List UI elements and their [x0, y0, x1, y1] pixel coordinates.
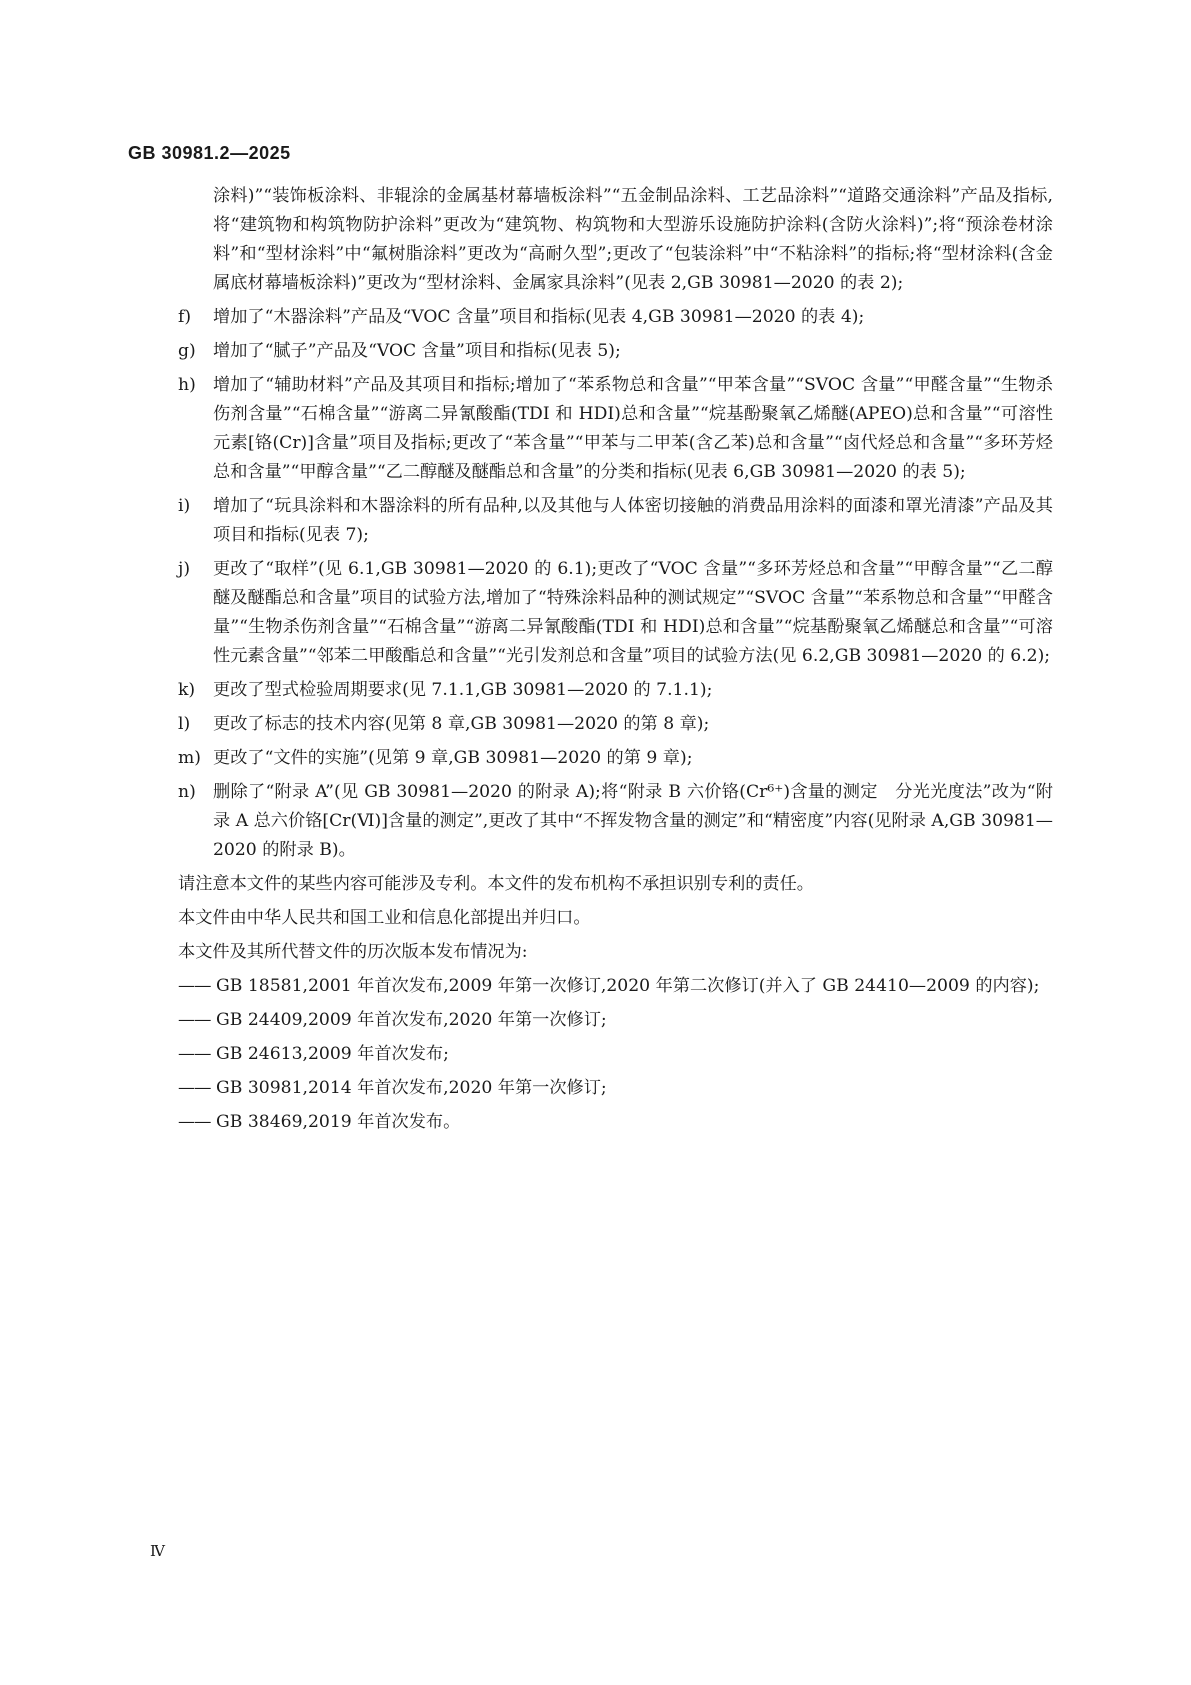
list-item-j [178, 555, 1053, 671]
history-item [178, 1040, 1053, 1069]
list-item-text: 增加了“辅助材料”产品及其项目和指标;增加了“苯系物总和含量”“甲苯含量”“SVOC 含量”“甲醛含量”“生物杀伤剂含量”“石棉含量”“游离二异氰酸酯(TDI 和 HDI)总和含量”“烷基酚聚氧乙烯醚(APEO)总和含量”“可溶性元素[铬(Cr)]含量”项目及指标;更改了“苯含量”“甲苯与二甲苯(含乙苯)总和含量”“卤代烃总和含量”“多环芳烃总和含量”“甲醇含量”“乙二醇醚及醚酯总和含量”的分类和指标(见表 6,GB 30981—2020 的表 5); [213, 375, 1053, 482]
list-item-e-continuation [178, 182, 1053, 298]
history-item-text: GB 24409,2009 年首次发布,2020 年第一次修订; [216, 1010, 607, 1030]
document-id-header: GB 30981.2—2025 [128, 143, 291, 163]
foreword-content [178, 182, 1053, 1142]
history-item [178, 1006, 1053, 1035]
list-marker: g) [178, 341, 196, 361]
list-marker: m) [178, 748, 202, 768]
list-item-i [178, 492, 1053, 550]
list-item-m [178, 744, 1053, 773]
list-item-text: 涂料)”“装饰板涂料、非辊涂的金属基材幕墙板涂料”“五金制品涂料、工艺品涂料”“道路交通涂料”产品及指标,将“建筑物和构筑物防护涂料”更改为“建筑物、构筑物和大型游乐设施防护涂料(含防火涂料)”;将“预涂卷材涂料”和“型材涂料”中“氟树脂涂料”更改为“高耐久型”;更改了“包装涂料”中“不粘涂料”的指标;将“型材涂料(含金属底材幕墙板涂料)”更改为“型材涂料、金属家具涂料”(见表 2,GB 30981—2020 的表 2); [213, 186, 1053, 293]
history-item-text: GB 24613,2009 年首次发布; [216, 1044, 449, 1064]
list-item-text: 删除了“附录 A”(见 GB 30981—2020 的附录 A);将“附录 B 六价铬(Cr⁶⁺)含量的测定 分光光度法”改为“附录 A 总六价铬[Cr(Ⅵ)]含量的测定”,更改了其中“不挥发物含量的测定”和“精密度”内容(见附录 A,GB 30981—2020 的附录 B)。 [213, 782, 1053, 860]
dash-marker: —— [178, 1112, 211, 1132]
dash-marker: —— [178, 1010, 211, 1030]
history-item [178, 1074, 1053, 1103]
list-item-n [178, 778, 1053, 865]
list-item-g [178, 337, 1053, 366]
list-marker: k) [178, 680, 196, 700]
list-marker: f) [178, 307, 192, 327]
list-marker: i) [178, 496, 191, 516]
list-item-text: 增加了“木器涂料”产品及“VOC 含量”项目和指标(见表 4,GB 30981—2020 的表 4); [213, 307, 865, 327]
page-number: Ⅳ [150, 1542, 165, 1560]
proposer-statement: 本文件由中华人民共和国工业和信息化部提出并归口。 [178, 908, 591, 928]
list-item-text: 更改了型式检验周期要求(见 7.1.1,GB 30981—2020 的 7.1.1); [213, 680, 713, 700]
patent-notice: 请注意本文件的某些内容可能涉及专利。本文件的发布机构不承担识别专利的责任。 [178, 874, 814, 894]
dash-marker: —— [178, 976, 211, 996]
list-item-l [178, 710, 1053, 739]
history-item-text: GB 18581,2001 年首次发布,2009 年第一次修订,2020 年第二次修订(并入了 GB 24410—2009 的内容); [216, 976, 1040, 996]
list-item-f [178, 303, 1053, 332]
dash-marker: —— [178, 1078, 211, 1098]
list-marker: h) [178, 375, 196, 395]
list-item-text: 增加了“玩具涂料和木器涂料的所有品种,以及其他与人体密切接触的消费品用涂料的面漆和罩光清漆”产品及其项目和指标(见表 7); [213, 496, 1053, 545]
history-item [178, 1108, 1053, 1137]
list-item-text: 更改了“取样”(见 6.1,GB 30981—2020 的 6.1);更改了“VOC 含量”“多环芳烃总和含量”“甲醇含量”“乙二醇醚及醚酯总和含量”项目的试验方法,增加了“特殊涂料品种的测试规定”“SVOC 含量”“苯系物总和含量”“甲醛含量”“生物杀伤剂含量”“石棉含量”“游离二异氰酸酯(TDI 和 HDI)总和含量”“烷基酚聚氧乙烯醚总和含量”“可溶性元素含量”“邻苯二甲酸酯总和含量”“光引发剂总和含量”项目的试验方法(见 6.2,GB 30981—2020 的 6.2); [213, 559, 1053, 666]
list-item-text: 增加了“腻子”产品及“VOC 含量”项目和指标(见表 5); [213, 341, 621, 361]
dash-marker: —— [178, 1044, 211, 1064]
list-item-k [178, 676, 1053, 705]
list-marker: l) [178, 714, 191, 734]
list-marker: j) [178, 559, 191, 579]
list-item-h [178, 371, 1053, 487]
history-item-text: GB 38469,2019 年首次发布。 [216, 1112, 461, 1132]
list-item-text: 更改了标志的技术内容(见第 8 章,GB 30981—2020 的第 8 章); [213, 714, 710, 734]
history-intro: 本文件及其所代替文件的历次版本发布情况为: [178, 942, 528, 962]
history-item-text: GB 30981,2014 年首次发布,2020 年第一次修订; [216, 1078, 607, 1098]
list-marker: n) [178, 782, 196, 802]
list-item-text: 更改了“文件的实施”(见第 9 章,GB 30981—2020 的第 9 章); [213, 748, 693, 768]
history-item [178, 972, 1053, 1001]
